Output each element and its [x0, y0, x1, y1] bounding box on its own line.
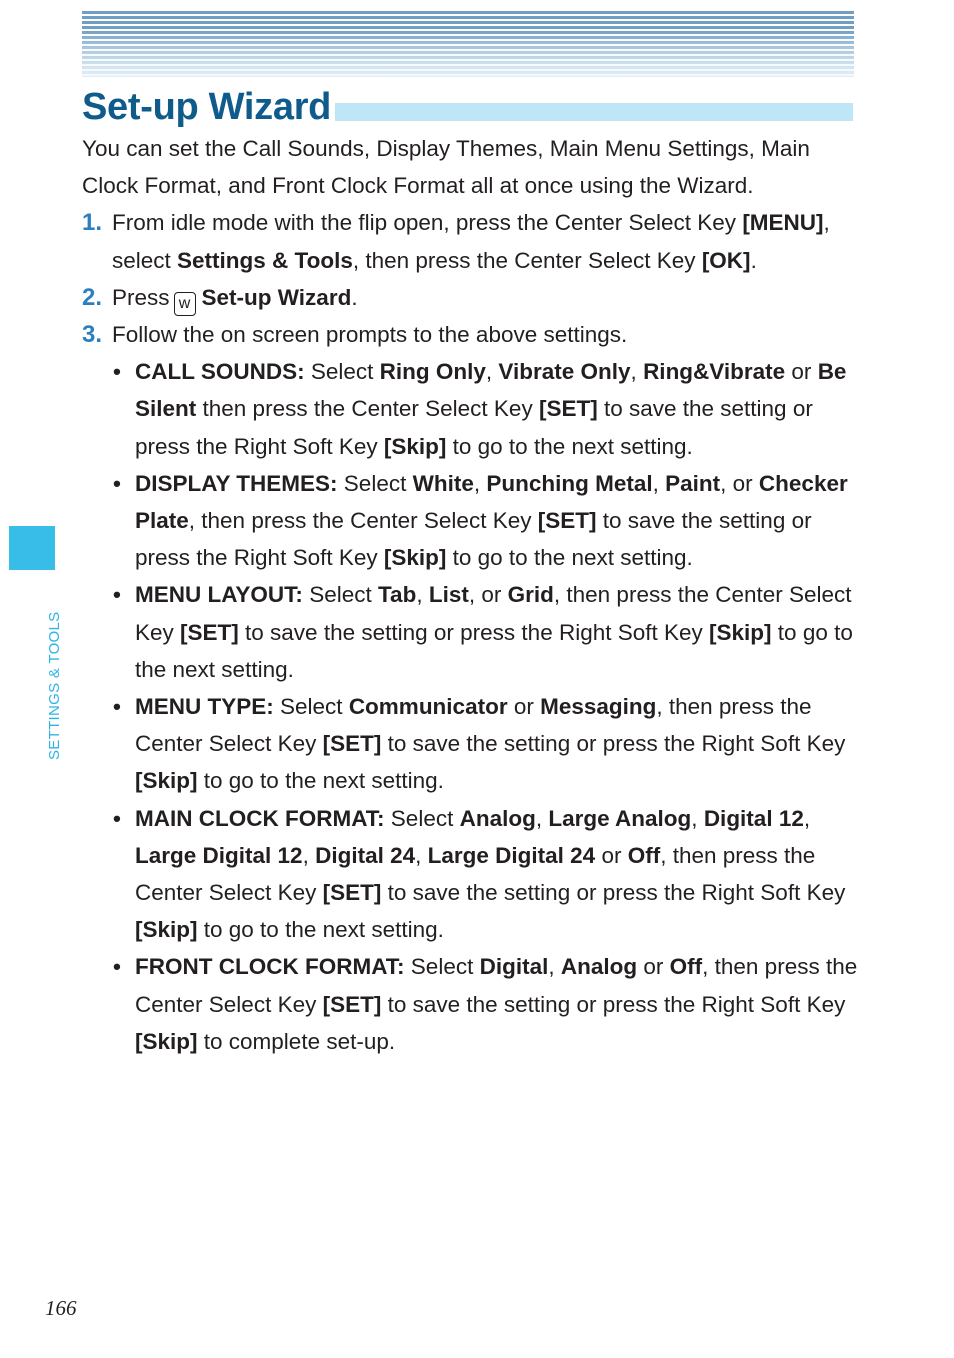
key-name: [Skip] — [135, 768, 198, 794]
w-key-icon: w — [174, 292, 196, 316]
option-name: Digital — [479, 954, 549, 980]
bullet-text: to save the setting or press the Right Soft Key — [135, 396, 813, 459]
bullet-text: to go to the next setting. — [197, 768, 444, 794]
key-name: [Skip] — [135, 917, 198, 943]
key-name: [SET] — [322, 731, 382, 757]
key-name: [Skip] — [135, 1028, 198, 1054]
step-text: . — [351, 284, 358, 310]
bullet-text: , — [415, 842, 428, 868]
bullet-text: to save the setting or press the Right Soft Key — [238, 619, 710, 645]
bullet-display-themes — [82, 465, 862, 577]
header-stripe-fade — [82, 11, 854, 77]
step-text: Follow the on screen prompts to the above settings. — [112, 322, 628, 348]
bullet-text: to save the setting or press the Right Soft Key — [381, 731, 846, 757]
bullet-dot-icon: • — [113, 582, 121, 608]
key-name: [SET] — [538, 396, 598, 422]
bullet-dot-icon: • — [113, 805, 121, 831]
bullet-text: , — [302, 842, 316, 868]
step-text: , then press the Center Select Key — [352, 247, 702, 273]
bullet-text: , — [548, 954, 561, 980]
section-side-tab — [9, 526, 55, 570]
step-number: 1. — [82, 209, 103, 237]
key-name: [SET] — [322, 880, 382, 906]
bullet-label: MENU LAYOUT: — [135, 582, 303, 608]
bullet-text: , — [630, 359, 644, 385]
option-name: Digital 24 — [315, 842, 416, 868]
bullet-label: DISPLAY THEMES: — [135, 470, 338, 496]
bullet-text: , then press the Center Select Key — [135, 842, 816, 906]
bullet-call-sounds — [82, 353, 862, 465]
bullet-label: MAIN CLOCK FORMAT: — [135, 805, 385, 831]
bullet-menu-layout — [82, 576, 862, 688]
page-title: Set-up Wizard — [82, 84, 335, 130]
step-number: 2. — [82, 283, 103, 311]
bullet-text: to go to the next setting. — [135, 619, 853, 682]
bullet-text: to save the setting or press the Right Soft Key — [381, 991, 846, 1017]
bullet-dot-icon: • — [113, 470, 121, 496]
bullet-text: to go to the next setting. — [446, 433, 693, 459]
bullet-text: to complete set-up. — [197, 1028, 396, 1054]
key-name: [Skip] — [383, 545, 447, 571]
bullet-text: to go to the next setting. — [197, 917, 444, 943]
option-name: Analog — [560, 954, 638, 980]
option-name: Large Digital 12 — [135, 842, 303, 868]
step-3 — [82, 316, 862, 353]
step-number: 3. — [82, 321, 103, 349]
key-name: [Skip] — [383, 433, 447, 459]
menu-settings-tools: Settings & Tools — [177, 247, 353, 273]
bullet-label: FRONT CLOCK FORMAT: — [135, 954, 405, 980]
bullet-text: , — [652, 470, 666, 496]
key-name: [SET] — [537, 508, 597, 534]
bullet-main-clock-format — [82, 800, 862, 949]
bullet-text: or — [595, 842, 628, 868]
bullet-menu-type — [82, 688, 862, 800]
step-text: . — [750, 247, 757, 273]
option-name: Messaging — [540, 694, 657, 720]
option-name: Analog — [459, 805, 536, 831]
bullet-text: Select — [302, 582, 378, 608]
option-name: Digital 12 — [703, 805, 804, 831]
bullet-text: , then press the Center Select Key — [188, 508, 538, 534]
bullet-text: Select — [304, 359, 380, 385]
option-name: Be Silent — [135, 359, 847, 422]
bullet-text: Select — [273, 694, 349, 720]
option-name: List — [428, 582, 469, 608]
bullet-text: , — [535, 805, 549, 831]
bullet-text: or — [507, 694, 541, 720]
bullet-text: , — [691, 805, 704, 831]
bullet-label: CALL SOUNDS: — [135, 359, 305, 385]
bullet-text: Select — [337, 470, 413, 496]
step-text: , select — [112, 210, 830, 273]
option-name: Large Digital 24 — [427, 842, 596, 868]
option-name: Grid — [507, 582, 554, 608]
page-number: 166 — [45, 1296, 77, 1320]
key-name: [Skip] — [709, 619, 772, 645]
bullet-text: or — [637, 954, 670, 980]
option-name: Checker Plate — [135, 470, 848, 534]
step-2 — [82, 279, 862, 316]
option-name: Large Analog — [548, 805, 692, 831]
option-name: Off — [627, 842, 661, 868]
settings-bullet-list — [82, 353, 862, 1060]
page-content — [82, 130, 862, 1060]
step-1 — [82, 204, 862, 278]
bullet-label: MENU TYPE: — [135, 694, 274, 720]
key-name: [SET] — [180, 619, 239, 645]
step-text: Press — [112, 284, 170, 310]
step-text: From idle mode with the flip open, press the Center Select Key — [112, 210, 743, 236]
bullet-front-clock-format — [82, 948, 862, 1060]
option-name: Communicator — [348, 694, 508, 720]
bullet-text: to save the setting or press the Right Soft Key — [381, 880, 846, 906]
option-name: Ring Only — [379, 359, 486, 385]
bullet-dot-icon: • — [113, 694, 121, 720]
section-side-label: SETTINGS & TOOLS — [46, 611, 63, 760]
bullet-text: then press the Center Select Key — [196, 396, 539, 422]
bullet-text: , — [416, 582, 429, 608]
option-name: White — [412, 470, 474, 496]
bullet-text: to go to the next setting. — [446, 545, 693, 571]
intro-paragraph: You can set the Call Sounds, Display Themes, Main Menu Settings, Main Clock Format, and Front Clock Format all at once using the Wizard. — [82, 136, 810, 199]
option-name: Ring&Vibrate — [643, 359, 786, 385]
bullet-dot-icon: • — [113, 954, 121, 980]
option-name: Paint — [665, 470, 721, 496]
bullet-text: , — [803, 805, 811, 831]
option-name: Punching Metal — [486, 470, 653, 496]
key-name: [SET] — [322, 991, 382, 1017]
bullet-text: to save the setting or press the Right Soft Key — [135, 508, 812, 571]
bullet-text: , or — [720, 470, 759, 496]
bullet-text: , then press the Center Select Key — [135, 694, 812, 757]
bullet-text: , or — [468, 582, 508, 608]
bullet-text: , — [485, 359, 499, 385]
bullet-text: Select — [384, 805, 460, 831]
option-name: Vibrate Only — [498, 359, 631, 385]
key-ok: [OK] — [701, 247, 751, 273]
option-name: Off — [669, 954, 703, 980]
bullet-text: Select — [404, 954, 480, 980]
key-menu: [MENU] — [742, 210, 824, 236]
bullet-text: , then press the Center Select Key — [135, 582, 852, 645]
bullet-text: , — [473, 470, 487, 496]
option-name: Tab — [377, 582, 417, 608]
menu-setup-wizard: Set-up Wizard — [201, 284, 352, 310]
bullet-dot-icon: • — [113, 359, 121, 385]
bullet-text: , then press the Center Select Key — [135, 954, 858, 1017]
bullet-text: or — [785, 359, 818, 385]
